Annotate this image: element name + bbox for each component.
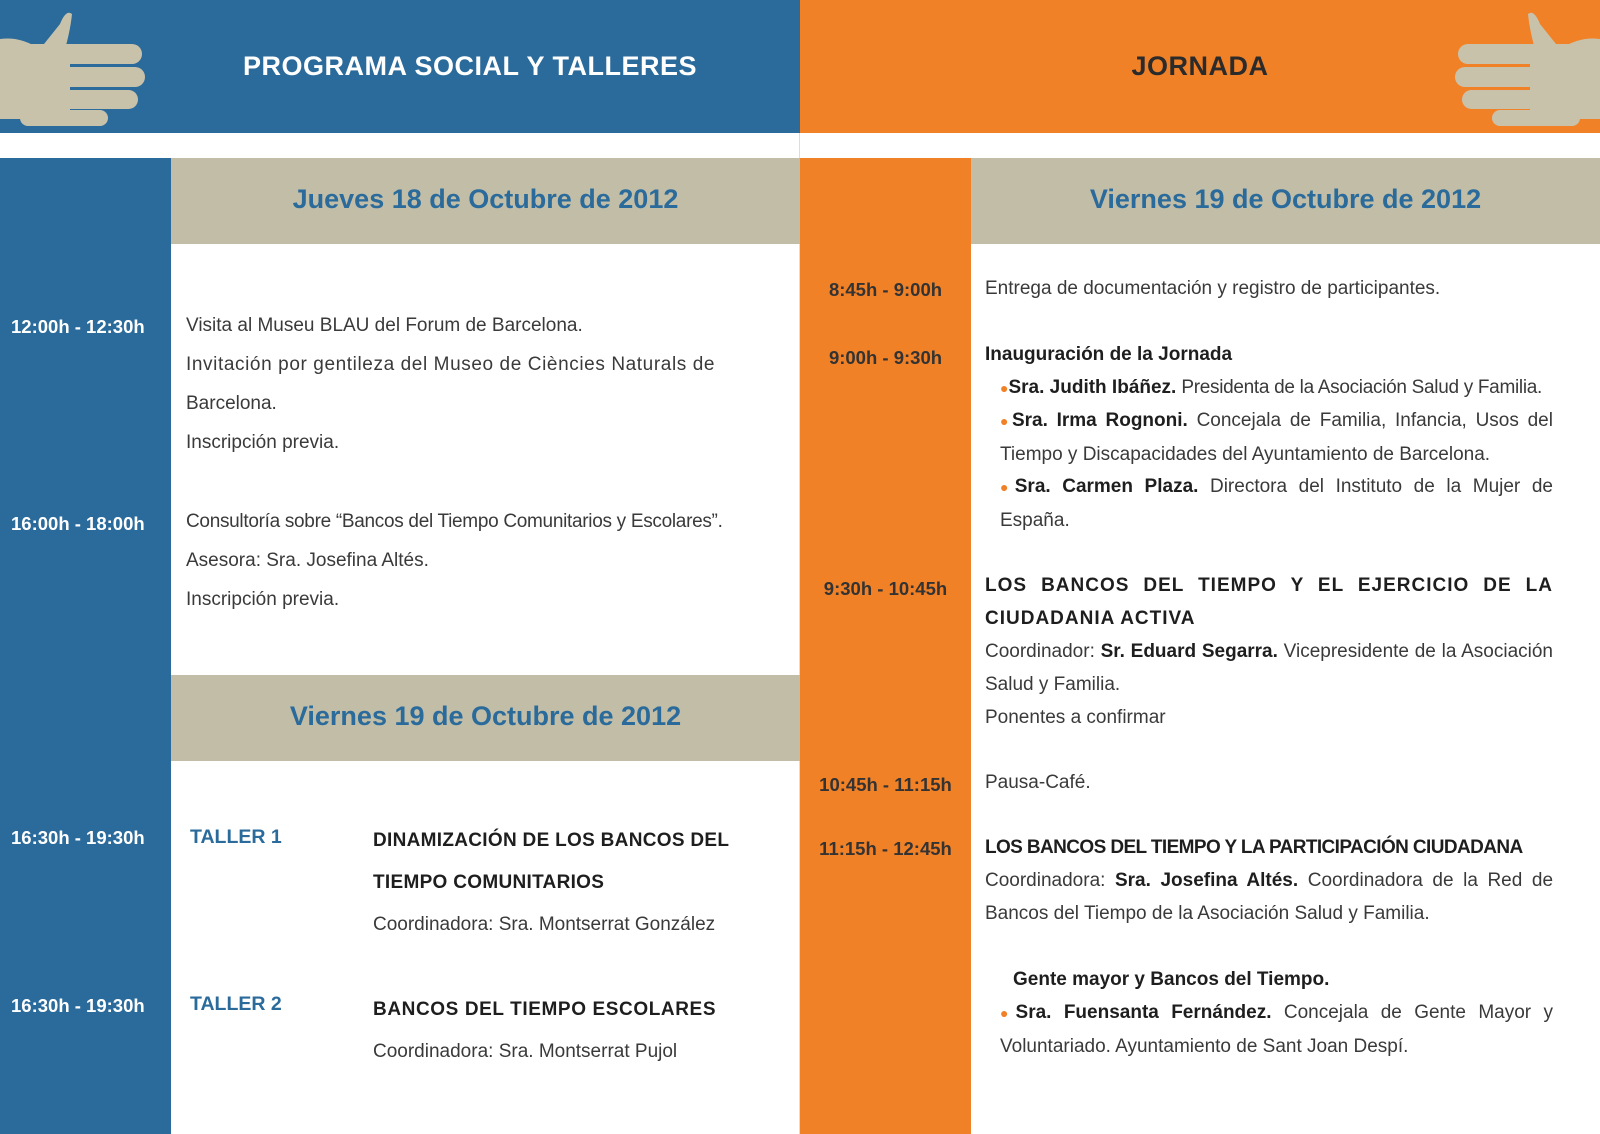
hand-right-icon xyxy=(1455,4,1600,128)
inauguration-speaker xyxy=(1000,371,1553,405)
inauguration-title: Inauguración de la Jornada xyxy=(985,344,1233,365)
speaker-name: Sra. Irma Rognoni. xyxy=(1011,410,1188,431)
text-line: Visita al Museu BLAU del Forum de Barcelona. xyxy=(186,315,583,336)
day1-title: Jueves 18 de Octubre de 2012 xyxy=(292,184,679,214)
text-line: Consultoría sobre “Bancos del Tiempo Comunitarios y Escolares”. xyxy=(186,511,723,532)
speaker-role: Presidenta de la Asociación Salud y Familia. xyxy=(1176,377,1542,398)
bullet-icon: ● xyxy=(1000,380,1009,396)
workshop-title-line: DINAMIZACIÓN DE LOS BANCOS DEL xyxy=(373,830,730,851)
workshop-coordinator: Coordinadora: Sra. Montserrat González xyxy=(373,914,716,935)
speaker-role: Directora del Instituto de la Mujer de España. xyxy=(1000,476,1553,531)
time-label: 16:00h - 18:00h xyxy=(11,513,145,534)
coordinator-prefix: Coordinadora: xyxy=(985,870,1115,891)
workshop-coordinator: Coordinadora: Sra. Montserrat Pujol xyxy=(373,1041,678,1062)
bullet-icon: ● xyxy=(1000,479,1015,495)
session-title: LOS BANCOS DEL TIEMPO Y LA PARTICIPACIÓN CIUDADANA xyxy=(985,837,1523,858)
consultancy-text xyxy=(186,502,776,619)
session-coordinator xyxy=(985,864,1553,930)
left-time-column xyxy=(0,158,171,1134)
museum-visit-text xyxy=(186,306,756,462)
text-line: Asesora: Sra. Josefina Altés. xyxy=(186,550,429,571)
speaker-name: Sra. Fuensanta Fernández. xyxy=(1015,1002,1272,1023)
text-line: Inscripción previa. xyxy=(186,589,340,610)
text-line: Invitación por gentileza del Museo de Ciències Naturals de xyxy=(186,354,716,375)
speaker-name: Sra. Judith Ibáñez. xyxy=(1008,377,1177,398)
coordinator-role: Vicepresidente de la Asociación Salud y Familia. xyxy=(985,641,1553,695)
session-note: Ponentes a confirmar xyxy=(985,707,1166,728)
workshop-title-line: BANCOS DEL TIEMPO ESCOLARES xyxy=(373,999,717,1020)
coordinator-role: Coordinadora de la Red de Bancos del Tiempo de la Asociación Salud y Familia. xyxy=(985,870,1554,924)
registration-text: Entrega de documentación y registro de participantes. xyxy=(985,278,1441,299)
right-time-column xyxy=(800,158,971,1134)
time-label: 10:45h - 11:15h xyxy=(819,774,952,795)
time-label: 11:15h - 12:45h xyxy=(819,838,952,859)
inauguration-speaker xyxy=(1000,404,1553,471)
time-label: 16:30h - 19:30h xyxy=(11,995,145,1016)
coordinator-name: Sr. Eduard Segarra. xyxy=(1100,641,1278,662)
session-citizenship xyxy=(985,569,1553,734)
speaker-name: Sra. Carmen Plaza. xyxy=(1014,476,1199,497)
time-label: 9:00h - 9:30h xyxy=(828,347,943,368)
time-label: 16:30h - 19:30h xyxy=(11,827,145,848)
inauguration-speaker xyxy=(1000,470,1553,537)
bullet-icon: ● xyxy=(1000,413,1012,429)
time-label: 12:00h - 12:30h xyxy=(11,316,145,337)
text-line: Barcelona. xyxy=(186,393,277,414)
workshop-label: TALLER 2 xyxy=(190,993,282,1015)
speaker-role: Concejala de Gente Mayor y Voluntariado. Ayuntamiento de Sant Joan Despí. xyxy=(1000,1002,1553,1057)
speaker-role: Concejala de Familia, Infancia, Usos del Tiempo y Discapacidades del Ayuntamiento de Barcelona. xyxy=(1000,410,1553,465)
workshop-title-line: TIEMPO COMUNITARIOS xyxy=(373,872,605,893)
workshop-1-details xyxy=(373,820,763,946)
time-label: 8:45h - 9:00h xyxy=(828,279,943,300)
time-label: 9:30h - 10:45h xyxy=(823,578,948,599)
session-participation xyxy=(985,831,1553,930)
text-line: Inscripción previa. xyxy=(186,432,340,453)
day2-title: Viernes 19 de Octubre de 2012 xyxy=(289,701,682,731)
coordinator-name: Sra. Josefina Altés. xyxy=(1114,870,1299,891)
workshop-2-details xyxy=(373,989,763,1073)
coffee-break-text: Pausa-Café. xyxy=(985,772,1091,793)
right-header-title: JORNADA xyxy=(1131,51,1269,81)
subsession-speaker xyxy=(1000,996,1553,1063)
session-coordinator xyxy=(985,635,1553,701)
left-header-title: PROGRAMA SOCIAL Y TALLERES xyxy=(242,51,698,81)
hand-left-icon xyxy=(0,4,145,128)
session-title: LOS BANCOS DEL TIEMPO Y EL EJERCICIO DE LA CIUDADANIA ACTIVA xyxy=(985,575,1553,629)
workshop-label: TALLER 1 xyxy=(190,826,282,848)
bullet-icon: ● xyxy=(1000,1005,1016,1021)
subsession-title: Gente mayor y Bancos del Tiempo. xyxy=(1013,969,1330,990)
coordinator-prefix: Coordinador: xyxy=(985,641,1101,662)
jornada-day-title: Viernes 19 de Octubre de 2012 xyxy=(1089,184,1482,214)
